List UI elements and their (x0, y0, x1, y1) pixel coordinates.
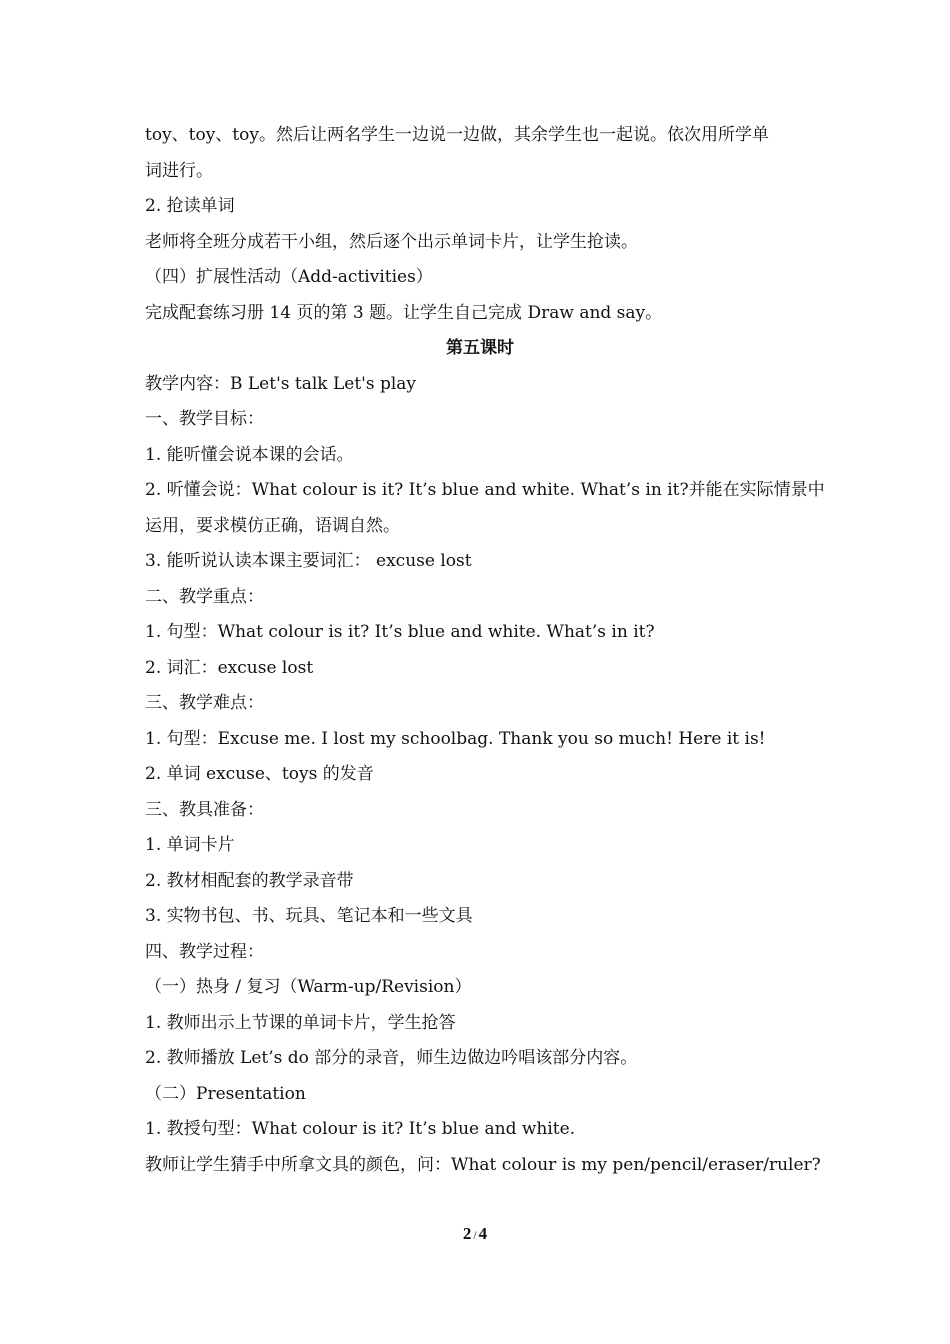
section-heading: 三、教学难点： (145, 693, 264, 713)
text-line: 1. 句型：What colour is it? It’s blue and white. What’s in it? (145, 622, 655, 642)
text-line: 教师让学生猜手中所拿文具的颜色，问：What colour is my pen/pencil/eraser/ruler? (145, 1154, 821, 1175)
section-heading: 一、教学目标： (145, 409, 264, 429)
text-line: 1. 句型：Excuse me. I lost my schoolbag. Thank you so much! Here it is! (145, 728, 766, 749)
section-heading: （四）扩展性活动（Add-activities） (145, 267, 433, 287)
text-line: 1. 能听懂会说本课的会话。 (145, 444, 354, 465)
document-body (145, 118, 825, 1183)
text-line: 教学内容：B Let's talk Let's play (145, 373, 417, 394)
current-page: 2 (462, 1224, 472, 1243)
lesson-title: 第五课时 (446, 338, 514, 358)
text-line: 运用，要求模仿正确，语调自然。 (145, 515, 400, 536)
text-line: 2. 教材相配套的教学录音带 (145, 870, 354, 891)
text-line: 3. 实物书包、书、玩具、笔记本和一些文具 (145, 906, 473, 926)
section-heading: （一）热身 / 复习（Warm-up/Revision） (145, 977, 472, 997)
page-number (0, 1224, 950, 1244)
text-line: 2. 听懂会说：What colour is it? It’s blue and white. What’s in it?并能在实际情景中 (145, 480, 825, 500)
text-line: 1. 单词卡片 (145, 835, 235, 855)
page-separator: / (473, 1228, 477, 1242)
text-line: 词进行。 (145, 160, 213, 181)
text-line: toy、toy、toy。然后让两名学生一边说一边做，其余学生也一起说。依次用所学单 (145, 125, 770, 145)
text-line: 2. 词汇：excuse lost (145, 657, 314, 678)
text-line: 2. 教师播放 Let’s do 部分的录音，师生边做边吟唱该部分内容。 (145, 1048, 638, 1068)
text-line: 2. 抢读单词 (145, 196, 235, 216)
section-heading: 二、教学重点： (145, 586, 264, 607)
text-line: 2. 单词 excuse、toys 的发音 (145, 764, 374, 784)
text-line: 1. 教授句型：What colour is it? It’s blue and white. (145, 1119, 576, 1139)
total-pages: 4 (478, 1224, 488, 1243)
text-line: 3. 能听说认读本课主要词汇： excuse lost (145, 551, 472, 571)
section-heading: （二）Presentation (145, 1083, 306, 1104)
text-line: 完成配套练习册 14 页的第 3 题。让学生自己完成 Draw and say。 (145, 302, 663, 323)
section-heading: 四、教学过程： (145, 941, 264, 962)
text-line: 老师将全班分成若干小组，然后逐个出示单词卡片，让学生抢读。 (145, 231, 638, 252)
section-heading: 三、教具准备： (145, 799, 264, 820)
text-line: 1. 教师出示上节课的单词卡片，学生抢答 (145, 1012, 456, 1033)
